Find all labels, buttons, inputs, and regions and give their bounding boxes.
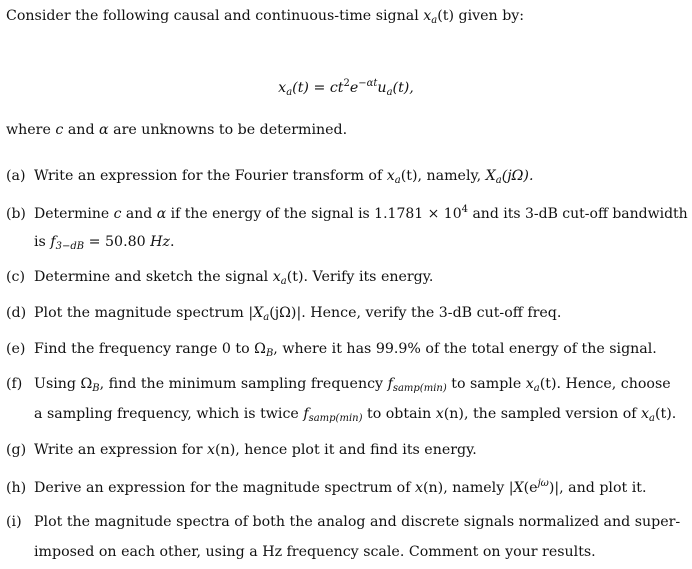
a-text2: (t), namely, <box>400 168 482 184</box>
e-text1: Find the frequency range 0 to Ω <box>34 341 266 357</box>
g-text2: (n), hence plot it and find its energy. <box>215 442 477 458</box>
label-d: (d) <box>6 305 27 321</box>
question-b-line2 <box>34 234 175 252</box>
where-alpha: α <box>99 122 109 138</box>
f-text1: Using Ω <box>34 376 93 392</box>
eq-lhs-sub: a <box>286 87 293 98</box>
label-c: (c) <box>6 269 26 285</box>
question-f-line2 <box>34 406 676 424</box>
d-text1: Plot the magnitude spectrum | <box>34 305 254 321</box>
h-text4: )|, and plot it. <box>548 480 647 496</box>
question-d <box>6 305 561 323</box>
b-f: f <box>50 234 56 250</box>
f-l2b: to obtain <box>367 406 432 422</box>
f-sig-sub: a <box>533 383 540 394</box>
f-sub: B <box>92 383 100 394</box>
eq-u: u <box>377 80 387 96</box>
question-h <box>6 478 646 496</box>
d-X-sub: a <box>263 312 270 323</box>
c-text2: (t). Verify its energy. <box>286 269 434 285</box>
h-text1: Derive an expression for the magnitude spectrum of <box>34 480 411 496</box>
b-text1: Determine <box>34 206 110 222</box>
a-sig: x <box>386 168 395 184</box>
label-f: (f) <box>6 376 23 392</box>
signal-subscript: a <box>431 15 438 26</box>
i-l2: imposed on each other, using a Hz frequency scale. Comment on your results. <box>34 544 596 560</box>
h-text3: (e <box>523 480 538 496</box>
i-text1: Plot the magnitude spectra of both the analog and discrete signals normalized and super- <box>34 514 681 530</box>
f-fs-sub: samp(min) <box>392 383 447 394</box>
b-text4: and its 3-dB cut-off bandwidth <box>472 206 688 222</box>
question-a <box>6 168 533 186</box>
b-text3: if the energy of the signal is 1.1781 × 10 <box>170 206 462 222</box>
label-e: (e) <box>6 341 26 357</box>
eq-u-sub: a <box>386 87 393 98</box>
b-exp: 4 <box>461 204 468 215</box>
f-text2: , find the minimum sampling frequency <box>99 376 384 392</box>
eq-rhs-end: (t), <box>392 80 414 96</box>
f-l2a: a sampling frequency, which is twice <box>34 406 299 422</box>
f-text4: (t). Hence, choose <box>539 376 671 392</box>
d-X: X <box>253 305 264 321</box>
where-post: are unknowns to be determined. <box>113 122 348 138</box>
b-hz: Hz <box>150 234 171 250</box>
signal-symbol: x <box>423 8 432 24</box>
f-xn: x <box>435 406 444 422</box>
f-sig2-sub: a <box>649 413 656 424</box>
b-text2: and <box>125 206 153 222</box>
c-text1: Determine and sketch the signal <box>34 269 269 285</box>
eq-lhs-arg: (t) = ct <box>292 80 344 96</box>
e-sub: B <box>265 348 274 359</box>
a-X: X <box>485 168 496 184</box>
eq-power: 2 <box>343 78 350 89</box>
d-text2: (jΩ)|. Hence, verify the 3-dB cut-off freq. <box>269 305 562 321</box>
eq-lhs: x <box>278 80 287 96</box>
g-xn: x <box>207 442 216 458</box>
h-exp: jω <box>537 478 549 489</box>
label-a: (a) <box>6 168 26 184</box>
f-text3: to sample <box>451 376 522 392</box>
b-l2a: is <box>34 234 46 250</box>
label-i: (i) <box>6 514 22 530</box>
question-g <box>6 442 477 458</box>
g-text1: Write an expression for <box>34 442 203 458</box>
eq-e: e <box>349 80 359 96</box>
a-sig-sub: a <box>394 175 401 186</box>
where-pre: where <box>6 122 51 138</box>
b-l2c: . <box>170 234 175 250</box>
signal-equation <box>0 78 692 98</box>
question-f <box>6 376 671 394</box>
b-alpha: α <box>156 206 167 222</box>
c-sig: x <box>272 269 281 285</box>
label-h: (h) <box>6 480 27 496</box>
where-sentence <box>6 122 347 138</box>
intro-end-text: given by: <box>458 8 525 24</box>
b-f-sub: 3−dB <box>55 241 85 252</box>
f-fs: f <box>387 376 393 392</box>
signal-argument: (t) <box>437 8 455 24</box>
a-text3: (jΩ). <box>501 168 534 184</box>
f-l2d: (t). <box>655 406 677 422</box>
h-xn: x <box>414 480 423 496</box>
question-c <box>6 269 433 287</box>
a-X-sub: a <box>495 175 502 186</box>
label-g: (g) <box>6 442 27 458</box>
b-l2b: = 50.80 <box>88 234 146 250</box>
question-i-line2 <box>34 544 596 560</box>
label-b: (b) <box>6 206 26 222</box>
h-text2: (n), namely | <box>423 480 514 496</box>
f-sig: x <box>525 376 534 392</box>
e-text2: , where it has 99.9% of the total energy of the signal. <box>273 341 657 357</box>
intro-text: Consider the following causal and continuous-time signal <box>6 8 419 24</box>
where-c: c <box>55 122 64 138</box>
f-sig2: x <box>641 406 650 422</box>
f-fs2: f <box>303 406 309 422</box>
f-fs2-sub: samp(min) <box>308 413 363 424</box>
question-b <box>6 204 688 222</box>
question-i <box>6 514 680 530</box>
a-text1: Write an expression for the Fourier transform of <box>34 168 383 184</box>
h-X: X <box>513 480 524 496</box>
where-mid: and <box>67 122 95 138</box>
b-c: c <box>113 206 122 222</box>
eq-exponent: −αt <box>358 78 378 89</box>
f-l2c: (n), the sampled version of <box>443 406 637 422</box>
question-e <box>6 341 657 359</box>
intro-paragraph <box>6 8 524 26</box>
c-sig-sub: a <box>280 276 287 287</box>
